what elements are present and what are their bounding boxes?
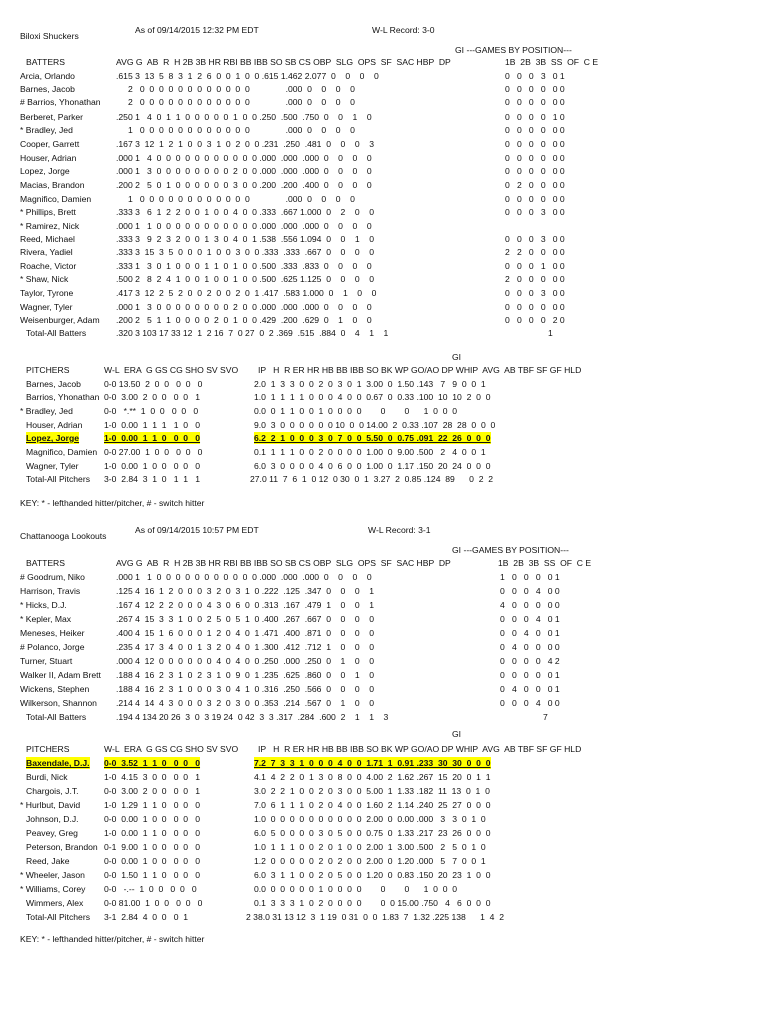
batter-name: Wickens, Stephen <box>20 684 90 694</box>
pitcher-row <box>0 446 768 458</box>
batter-name: Houser, Adrian <box>20 153 77 163</box>
pitcher-stats-advanced: 9.0 3 0 0 0 0 0 0 10 0 0 14.00 2 0.33 .107 28 28 0 0 0 <box>254 420 496 430</box>
pitcher-stats-advanced: 0.1 3 3 3 1 0 2 0 0 0 0 0 0 15.00 .750 4 6 0 0 0 <box>254 898 491 908</box>
pitcher-row <box>0 405 768 417</box>
pitcher-row <box>0 378 768 390</box>
pitcher-name: Peavey, Greg <box>26 828 78 838</box>
batter-positions: 0 4 0 0 0 1 <box>500 684 560 694</box>
batter-row <box>0 233 768 245</box>
pitcher-stats: 1-0 4.15 3 0 0 0 0 1 <box>104 772 201 782</box>
batter-name: # Polanco, Jorge <box>20 642 85 652</box>
pitcher-name: Barnes, Jacob <box>26 379 81 389</box>
batter-row <box>0 599 768 611</box>
pitcher-row <box>0 799 768 811</box>
pitcher-stats-advanced: 2 38.0 31 13 12 3 1 19 0 31 0 0 1.83 7 1.32 .225 138 1 4 2 <box>246 912 505 922</box>
pitcher-stats: 1-0 0.00 1 1 1 1 0 0 <box>104 420 201 430</box>
pitcher-row <box>0 460 768 472</box>
pitcher-stats-advanced: 4.1 4 2 2 0 1 3 0 8 0 0 4.00 2 1.62 .267 15 20 0 1 1 <box>254 772 491 782</box>
batter-positions: 0 2 0 0 0 0 <box>505 180 565 190</box>
batter-stats: .500 2 8 2 4 1 0 0 1 0 0 1 0 0 .500 .625 1.125 0 0 0 0 <box>116 274 374 284</box>
pitcher-name: Johnson, D.J. <box>26 814 79 824</box>
pitcher-row <box>0 897 768 909</box>
batter-stats: 1 0 0 0 0 0 0 0 0 0 0 0 0 .000 0 0 0 0 <box>116 125 355 135</box>
batter-positions: 0 0 0 0 0 0 <box>505 302 565 312</box>
batter-positions: 0 0 0 3 0 0 <box>505 207 565 217</box>
pitcher-stats-advanced: 1.0 0 0 0 0 0 0 0 0 0 0 2.00 0 0.00 .000 3 3 0 1 0 <box>254 814 486 824</box>
pitchers-gi-label: GI <box>452 352 462 362</box>
pitcher-stats: 0-0 27.00 1 0 0 0 0 0 <box>104 447 203 457</box>
batter-stats: .417 3 12 2 5 2 0 0 2 0 0 2 0 1 .417 .583 1.000 0 1 0 0 <box>116 288 377 298</box>
pitcher-name: Houser, Adrian <box>26 420 83 430</box>
legend-key: KEY: * - lefthanded hitter/pitcher, # - switch hitter <box>20 934 205 944</box>
batters-header-row <box>0 56 768 68</box>
batter-name: Cooper, Garrett <box>20 139 80 149</box>
pitcher-stats: 0-0 3.00 2 0 0 0 0 1 <box>104 786 201 796</box>
pitcher-stats: 0-0 13.50 2 0 0 0 0 0 <box>104 379 203 389</box>
pitchers-header-stats2: IP H R ER HR HB BB IBB SO BK WP GO/AO DP WHIP AVG AB TBF SF GF HLD <box>258 744 582 754</box>
pitcher-name: * Williams, Corey <box>20 884 86 894</box>
pitcher-name: Wagner, Tyler <box>26 461 79 471</box>
pitcher-row-highlighted <box>0 432 768 444</box>
batter-row <box>0 314 768 326</box>
pitchers-header-stats1: W-L ERA G GS CG SHO SV SVO <box>104 744 239 754</box>
team-name: Biloxi Shuckers <box>20 31 79 41</box>
batter-stats: .615 3 13 5 8 3 1 2 6 0 0 1 0 0 .615 1.462 2.077 0 0 0 0 <box>116 71 379 81</box>
batter-row <box>0 287 768 299</box>
games-by-position-header: GI ---GAMES BY POSITION--- <box>455 45 572 55</box>
batter-name: Berberet, Parker <box>20 112 84 122</box>
batter-row <box>0 273 768 285</box>
batter-total-row <box>0 711 768 723</box>
pitcher-row <box>0 419 768 431</box>
batter-name: Barnes, Jacob <box>20 84 75 94</box>
batter-row <box>0 613 768 625</box>
as-of-timestamp: As of 09/14/2015 10:57 PM EDT <box>135 525 259 535</box>
pitchers-header-stats2: IP H R ER HR HB BB IBB SO BK WP GO/AO DP WHIP AVG AB TBF SF GF HLD <box>258 365 582 375</box>
batter-stats: .167 3 12 1 2 1 0 0 3 1 0 2 0 0 .231 .250 .481 0 0 0 3 <box>116 139 374 149</box>
pitcher-stats-advanced: 0.0 0 1 1 0 0 1 0 0 0 0 0 0 1 0 0 0 <box>254 406 458 416</box>
batter-stats: 2 0 0 0 0 0 0 0 0 0 0 0 0 .000 0 0 0 0 <box>116 84 355 94</box>
pitcher-name: * Bradley, Jed <box>20 406 73 416</box>
batter-stats: .333 3 6 1 2 2 0 0 1 0 0 4 0 0 .333 .667 1.000 0 2 0 0 <box>116 207 374 217</box>
pitchers-header-row <box>0 743 768 755</box>
pitcher-row <box>0 883 768 895</box>
batter-row <box>0 669 768 681</box>
batter-name: Reed, Michael <box>20 234 75 244</box>
batter-name: Roache, Victor <box>20 261 77 271</box>
batter-row <box>0 697 768 709</box>
pitcher-stats-advanced: 6.0 5 0 0 0 0 3 0 5 0 0 0.75 0 1.33 .217 23 26 0 0 0 <box>254 828 491 838</box>
pitcher-row-highlighted <box>0 757 768 769</box>
batter-positions: 0 0 0 3 0 0 <box>505 234 565 244</box>
batter-positions: 0 0 0 0 0 1 <box>500 670 560 680</box>
batter-row <box>0 124 768 136</box>
pitchers-header-stats1: W-L ERA G GS CG SHO SV SVO <box>104 365 239 375</box>
batter-row <box>0 585 768 597</box>
batter-stats: .333 3 9 2 3 2 0 0 1 3 0 4 0 1 .538 .556 1.094 0 0 1 0 <box>116 234 374 244</box>
batter-name: Walker II, Adam Brett <box>20 670 101 680</box>
batter-positions: 0 0 0 3 0 0 <box>505 288 565 298</box>
batter-positions: 0 0 0 0 4 2 <box>500 656 560 666</box>
batter-stats: .000 4 12 0 0 0 0 0 0 4 0 4 0 0 .250 .000 .250 0 1 0 0 <box>116 656 374 666</box>
batter-row <box>0 641 768 653</box>
batter-positions: 0 0 0 0 0 0 <box>505 84 565 94</box>
batter-row <box>0 179 768 191</box>
batter-name: * Kepler, Max <box>20 614 72 624</box>
pitcher-stats: 3-1 2.84 4 0 0 0 1 <box>104 912 189 922</box>
batter-name: * Bradley, Jed <box>20 125 73 135</box>
batter-positions: 7 <box>500 712 548 722</box>
batter-row <box>0 165 768 177</box>
pitcher-name: Chargois, J.T. <box>26 786 79 796</box>
pitcher-stats: 0-0 3.00 2 0 0 0 0 1 <box>104 392 201 402</box>
batter-positions: 0 0 0 1 0 0 <box>505 261 565 271</box>
pitcher-row <box>0 855 768 867</box>
batter-stats: .400 4 15 1 6 0 0 0 1 2 0 4 0 1 .471 .400 .871 0 0 0 0 <box>116 628 374 638</box>
batter-name: Lopez, Jorge <box>20 166 70 176</box>
pitcher-stats: 0-0 *.** 1 0 0 0 0 0 <box>104 406 199 416</box>
batters-header-name: BATTERS <box>26 558 65 568</box>
batter-positions: 0 0 0 0 0 0 <box>505 153 565 163</box>
pitcher-name: Peterson, Brandon <box>26 842 98 852</box>
batter-positions: 0 0 0 3 0 1 <box>505 71 565 81</box>
batter-positions: 0 0 0 4 0 1 <box>500 614 560 624</box>
batter-name: * Phillips, Brett <box>20 207 76 217</box>
pitcher-stats-advanced: 1.0 1 1 1 1 0 0 0 4 0 0 0.67 0 0.33 .100 10 10 2 0 0 <box>254 392 491 402</box>
batter-positions: 0 0 0 0 0 0 <box>505 97 565 107</box>
batter-positions: 0 4 0 0 0 0 <box>500 642 560 652</box>
as-of-timestamp: As of 09/14/2015 12:32 PM EDT <box>135 25 259 35</box>
pitcher-name: * Hurlbut, David <box>20 800 81 810</box>
batter-name: Wagner, Tyler <box>20 302 73 312</box>
pitcher-stats: 1-0 0.00 1 1 0 0 0 0 <box>104 828 201 838</box>
batter-stats: .200 2 5 1 1 0 0 0 0 2 0 1 0 0 .429 .200 .629 0 1 0 0 <box>116 315 372 325</box>
batter-name: Turner, Stuart <box>20 656 73 666</box>
batter-positions: 0 0 0 0 0 0 <box>505 166 565 176</box>
pitcher-stats: 1-0 0.00 1 1 0 0 0 0 <box>104 433 201 443</box>
batter-row <box>0 220 768 232</box>
batter-stats: .000 1 3 0 0 0 0 0 0 0 0 2 0 0 .000 .000 .000 0 0 0 0 <box>116 302 372 312</box>
batter-row <box>0 96 768 108</box>
batter-stats: .333 3 15 3 5 0 0 0 1 0 0 3 0 0 .333 .333 .667 0 0 0 0 <box>116 247 374 257</box>
pitchers-header-name: PITCHERS <box>26 365 70 375</box>
batter-positions: 0 0 0 0 2 0 <box>505 315 565 325</box>
pitcher-name: Lopez, Jorge <box>26 433 80 443</box>
pitcher-name: Total-All Pitchers <box>26 912 90 922</box>
pitcher-stats: 0-0 1.50 1 1 0 0 0 0 <box>104 870 201 880</box>
pitcher-stats: 1-0 0.00 1 0 0 0 0 0 <box>104 461 201 471</box>
pitcher-stats-advanced: 7.0 6 1 1 1 0 2 0 4 0 0 1.60 2 1.14 .240 25 27 0 0 0 <box>254 800 491 810</box>
batter-positions: 0 0 0 4 0 0 <box>500 698 560 708</box>
batter-stats: .333 1 3 0 1 0 0 0 1 1 0 1 0 0 .500 .333 .833 0 0 0 0 <box>116 261 372 271</box>
batter-row <box>0 111 768 123</box>
pitcher-name: Baxendale, D.J. <box>26 758 90 768</box>
batter-row <box>0 152 768 164</box>
batter-name: Arcia, Orlando <box>20 71 75 81</box>
batter-row <box>0 193 768 205</box>
batter-name: # Goodrum, Niko <box>20 572 85 582</box>
pitcher-stats-advanced: 2.0 1 3 3 0 0 2 0 3 0 1 3.00 0 1.50 .143 7 9 0 0 1 <box>254 379 486 389</box>
batter-name: Magnifico, Damien <box>20 194 92 204</box>
batter-row <box>0 301 768 313</box>
batter-positions: 0 0 4 0 0 1 <box>500 628 560 638</box>
batter-stats: .214 4 14 4 3 0 0 0 3 2 0 3 0 0 .353 .214 .567 0 1 0 0 <box>116 698 374 708</box>
batter-stats: 1 0 0 0 0 0 0 0 0 0 0 0 0 .000 0 0 0 0 <box>116 194 355 204</box>
pitcher-stats: 0-0 0.00 1 0 0 0 0 0 <box>104 856 201 866</box>
pitcher-row <box>0 813 768 825</box>
batter-row <box>0 627 768 639</box>
batter-positions: 0 0 0 4 0 0 <box>500 586 560 596</box>
pitcher-stats: 0-0 3.52 1 1 0 0 0 0 <box>104 758 201 768</box>
batters-header-row <box>0 557 768 569</box>
batter-positions: 0 0 0 0 0 0 <box>505 139 565 149</box>
pitcher-stats: 1-0 1.29 1 1 0 0 0 0 <box>104 800 201 810</box>
batter-name: Harrison, Travis <box>20 586 81 596</box>
batter-name: Rivera, Yadiel <box>20 247 73 257</box>
batter-positions: 0 0 0 0 0 0 <box>505 125 565 135</box>
batter-name: Meneses, Heiker <box>20 628 85 638</box>
batter-row <box>0 683 768 695</box>
pitchers-gi-label: GI <box>452 729 462 739</box>
batter-name: Total-All Batters <box>26 712 87 722</box>
batter-stats: .167 4 12 2 2 0 0 0 4 3 0 6 0 0 .313 .167 .479 1 0 0 1 <box>116 600 374 610</box>
batter-stats: .000 1 3 0 0 0 0 0 0 0 0 2 0 0 .000 .000 .000 0 0 0 0 <box>116 166 372 176</box>
wl-record: W-L Record: 3-0 <box>372 25 435 35</box>
wl-record: W-L Record: 3-1 <box>368 525 431 535</box>
batter-positions: 0 0 0 0 1 0 <box>505 112 565 122</box>
batter-positions: 1 0 0 0 0 1 <box>500 572 560 582</box>
pitcher-row <box>0 827 768 839</box>
batter-name: # Barrios, Yhonathan <box>20 97 101 107</box>
pitcher-name: Barrios, Yhonathan <box>26 392 100 402</box>
batter-stats: .125 4 16 1 2 0 0 0 3 2 0 3 1 0 .222 .125 .347 0 0 0 1 <box>116 586 374 596</box>
batter-stats: .235 4 17 3 4 0 0 1 3 2 0 4 0 1 .300 .412 .712 1 0 0 0 <box>116 642 374 652</box>
pitcher-total-row <box>0 911 768 923</box>
pitcher-stats-advanced: 1.0 1 1 1 0 0 2 0 1 0 0 2.00 1 3.00 .500 2 5 0 1 0 <box>254 842 486 852</box>
batter-stats: .188 4 16 2 3 1 0 2 3 1 0 9 0 1 .235 .625 .860 0 0 1 0 <box>116 670 374 680</box>
batters-header-positions: 1B 2B 3B SS OF C E <box>505 57 599 67</box>
pitcher-stats: 0-0 81.00 1 0 0 0 0 0 <box>104 898 203 908</box>
pitcher-stats: 3-0 2.84 3 1 0 1 1 1 <box>104 474 201 484</box>
batter-row <box>0 246 768 258</box>
pitcher-stats-advanced: 0.1 1 1 1 0 0 2 0 0 0 0 1.00 0 9.00 .500 2 4 0 0 1 <box>254 447 486 457</box>
batter-stats: .200 2 5 0 1 0 0 0 0 0 0 3 0 0 .200 .200 .400 0 0 0 0 <box>116 180 372 190</box>
batter-row <box>0 138 768 150</box>
batter-total-row <box>0 327 768 339</box>
batters-header-stats: AVG G AB R H 2B 3B HR RBI BB IBB SO SB CS OBP SLG OPS SF SAC HBP DP <box>116 57 451 67</box>
pitcher-name: Total-All Pitchers <box>26 474 90 484</box>
batter-positions: 2 2 0 0 0 0 <box>505 247 565 257</box>
batter-positions: 0 0 0 0 0 0 <box>505 194 565 204</box>
pitcher-stats-advanced: 3.0 2 2 1 0 0 2 0 3 0 0 5.00 1 1.33 .182 11 13 0 1 0 <box>254 786 490 796</box>
batter-row <box>0 206 768 218</box>
pitchers-header-name: PITCHERS <box>26 744 70 754</box>
batter-row <box>0 83 768 95</box>
pitcher-stats-advanced: 6.0 3 0 0 0 0 4 0 6 0 0 1.00 0 1.17 .150 20 24 0 0 0 <box>254 461 491 471</box>
batter-stats: .267 4 15 3 3 1 0 0 2 5 0 5 1 0 .400 .267 .667 0 0 0 0 <box>116 614 374 624</box>
batter-stats: .188 4 16 2 3 1 0 0 0 3 0 4 1 0 .316 .250 .566 0 0 0 0 <box>116 684 374 694</box>
batters-header-stats: AVG G AB R H 2B 3B HR RBI BB IBB SO SB CS OBP SLG OPS SF SAC HBP DP <box>116 558 451 568</box>
batter-name: * Hicks, D.J. <box>20 600 67 610</box>
batters-header-name: BATTERS <box>26 57 65 67</box>
pitcher-stats-advanced: 7.2 7 3 3 1 0 0 0 4 0 0 1.71 1 0.91 .233 30 30 0 0 0 <box>254 758 491 768</box>
pitcher-stats-advanced: 0.0 0 0 0 0 0 1 0 0 0 0 0 0 1 0 0 0 <box>254 884 458 894</box>
batter-positions: 1 <box>505 328 553 338</box>
batter-row <box>0 70 768 82</box>
pitcher-row <box>0 391 768 403</box>
batter-name: Weisenburger, Adam <box>20 315 100 325</box>
batter-stats: .320 3 103 17 33 12 1 2 16 7 0 27 0 2 .369 .515 .884 0 4 1 1 <box>116 328 389 338</box>
pitcher-name: Burdi, Nick <box>26 772 68 782</box>
pitcher-name: Magnifico, Damien <box>26 447 98 457</box>
batter-row <box>0 571 768 583</box>
pitcher-stats-advanced: 27.0 11 7 6 1 0 12 0 30 0 1 3.27 2 0.85 .124 89 0 2 2 <box>250 474 494 484</box>
pitcher-row <box>0 869 768 881</box>
batter-name: Total-All Batters <box>26 328 87 338</box>
batter-name: * Shaw, Nick <box>20 274 69 284</box>
batter-stats: .000 1 4 0 0 0 0 0 0 0 0 0 0 0 .000 .000 .000 0 0 0 0 <box>116 153 372 163</box>
batter-name: * Ramirez, Nick <box>20 221 80 231</box>
batter-stats: .000 1 1 0 0 0 0 0 0 0 0 0 0 0 .000 .000 .000 0 0 0 0 <box>116 572 372 582</box>
legend-key: KEY: * - lefthanded hitter/pitcher, # - switch hitter <box>20 498 205 508</box>
pitcher-stats-advanced: 1.2 0 0 0 0 0 2 0 2 0 0 2.00 0 1.20 .000 5 7 0 0 1 <box>254 856 486 866</box>
pitcher-stats: 0-0 0.00 1 0 0 0 0 0 <box>104 814 201 824</box>
pitcher-stats: 0-0 -.-- 1 0 0 0 0 0 <box>104 884 197 894</box>
pitcher-name: * Wheeler, Jason <box>20 870 85 880</box>
pitcher-stats-advanced: 6.2 2 1 0 0 0 3 0 7 0 0 5.50 0 0.75 .091 22 26 0 0 0 <box>254 433 491 443</box>
batter-row <box>0 260 768 272</box>
team-name: Chattanooga Lookouts <box>20 531 107 541</box>
batter-stats: 2 0 0 0 0 0 0 0 0 0 0 0 0 .000 0 0 0 0 <box>116 97 355 107</box>
pitcher-name: Reed, Jake <box>26 856 70 866</box>
batter-name: Taylor, Tyrone <box>20 288 74 298</box>
pitcher-row <box>0 771 768 783</box>
batter-positions: 4 0 0 0 0 0 <box>500 600 560 610</box>
pitcher-stats-advanced: 6.0 3 1 1 0 0 2 0 5 0 0 1.20 0 0.83 .150 20 23 1 0 0 <box>254 870 491 880</box>
pitcher-total-row <box>0 473 768 485</box>
batters-header-positions: 1B 2B 3B SS OF C E <box>498 558 592 568</box>
pitcher-stats: 0-1 9.00 1 0 0 0 0 0 <box>104 842 201 852</box>
pitcher-name: Wimmers, Alex <box>26 898 84 908</box>
games-by-position-header: GI ---GAMES BY POSITION--- <box>452 545 569 555</box>
pitchers-header-row <box>0 364 768 376</box>
pitcher-row <box>0 785 768 797</box>
batter-stats: .250 1 4 0 1 1 0 0 0 0 0 1 0 0 .250 .500 .750 0 0 1 0 <box>116 112 372 122</box>
batter-name: Macias, Brandon <box>20 180 85 190</box>
batter-positions: 2 0 0 0 0 0 <box>505 274 565 284</box>
batter-stats: .194 4 134 20 26 3 0 3 19 24 0 42 3 3 .317 .284 .600 2 1 1 3 <box>116 712 389 722</box>
batter-stats: .000 1 1 0 0 0 0 0 0 0 0 0 0 0 .000 .000 .000 0 0 0 0 <box>116 221 372 231</box>
batter-row <box>0 655 768 667</box>
batter-name: Wilkerson, Shannon <box>20 698 97 708</box>
pitcher-row <box>0 841 768 853</box>
